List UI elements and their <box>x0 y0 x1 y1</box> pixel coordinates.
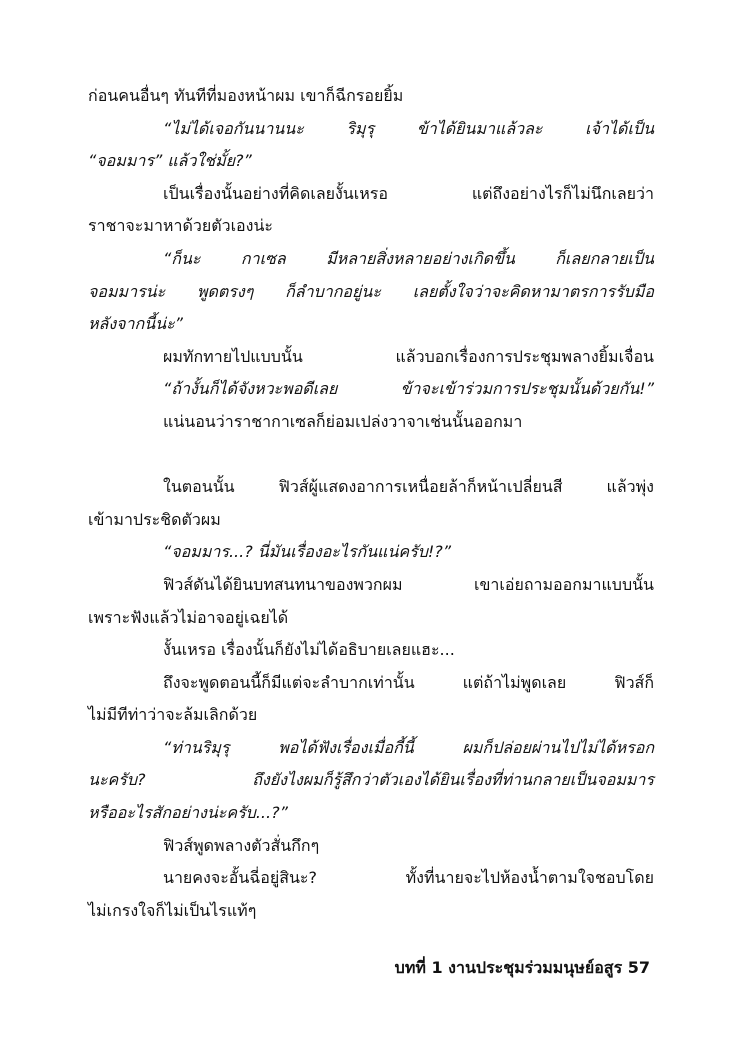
text-line: เป็นเรื่องนั้นอย่างที่คิดเลยงั้นเหรอ แต่ถึงอย่างไรก็ไม่นึกเลยว่า <box>163 183 654 203</box>
text-line: ราชาจะมาหาด้วยตัวเองน่ะ <box>88 216 273 236</box>
text-line: ไม่มีทีท่าว่าจะล้มเลิกด้วย <box>88 705 258 725</box>
page-footer: บทที่ 1 งานประชุมร่วมมนุษย์อสูร 57 <box>394 958 650 977</box>
text-line: เพราะฟังแล้วไม่อาจอยู่เฉยได้ <box>88 607 289 627</box>
text-line: หรืออะไรสักอย่างน่ะครับ...?” <box>88 803 288 823</box>
text-line: ในตอนนั้น ฟิวส์ผู้แสดงอาการเหนื่อยล้าก็หน้าเปลี่ยนสี แล้วพุ่ง <box>163 477 654 497</box>
text-line: “จอมมาร...? นี่มันเรื่องอะไรกันแน่ครับ!?” <box>163 542 452 562</box>
text-line: “ท่านริมุรุ พอได้ฟังเรื่องเมื่อกี้นี้ ผมก็ปล่อยผ่านไปไม่ได้หรอก <box>163 737 654 757</box>
text-line: “ถ้างั้นก็ได้จังหวะพอดีเลย ข้าจะเข้าร่วมการประชุมนั้นด้วยกัน!” <box>163 379 654 399</box>
text-line: ไม่เกรงใจก็ไม่เป็นไรแท้ๆ <box>88 900 257 920</box>
text-line: งั้นเหรอ เรื่องนั้นก็ยังไม่ได้อธิบายเลยแฮะ... <box>163 640 455 660</box>
page-body-text <box>88 80 654 927</box>
text-line: ถึงจะพูดตอนนี้ก็มีแต่จะลำบากเท่านั้น แต่ถ้าไม่พูดเลย ฟิวส์ก็ <box>163 672 654 692</box>
text-line: หลังจากนี้น่ะ” <box>88 314 183 334</box>
text-line: ฟิวส์พูดพลางตัวสั่นกึกๆ <box>163 835 320 855</box>
text-line: ฟิวส์ดันได้ยินบทสนทนาของพวกผม เขาเอ่ยถามออกมาแบบนั้น <box>163 574 654 594</box>
text-line: ผมทักทายไปแบบนั้น แล้วบอกเรื่องการประชุมพลางยิ้มเจื่อน <box>163 346 654 366</box>
text-line: “ไม่ได้เจอกันนานนะ ริมุรุ ข้าได้ยินมาแล้วละ เจ้าได้เป็น <box>163 118 654 138</box>
text-line: จอมมารน่ะ พูดตรงๆ ก็ลำบากอยู่นะ เลยตั้งใจว่าจะคิดหามาตรการรับมือ <box>88 281 654 301</box>
text-line: แน่นอนว่าราชากาเซลก็ย่อมเปล่งวาจาเช่นนั้นออกมา <box>163 411 523 431</box>
blank-line <box>88 439 654 472</box>
text-line: “จอมมาร” แล้วใช่มั้ย?” <box>88 151 252 171</box>
text-line: ก่อนคนอื่นๆ ทันทีที่มองหน้าผม เขาก็ฉีกรอยยิ้ม <box>88 86 404 105</box>
text-line: เข้ามาประชิดตัวผม <box>88 509 221 529</box>
text-line: นายคงจะอั้นฉี่อยู่สินะ? ทั้งที่นายจะไปห้องน้ำตามใจชอบโดย <box>163 868 654 888</box>
text-line: “ก็นะ กาเซล มีหลายสิ่งหลายอย่างเกิดขึ้น ก็เลยกลายเป็น <box>163 248 654 268</box>
text-line: นะครับ? ถึงยังไงผมก็รู้สึกว่าตัวเองได้ยินเรื่องที่ท่านกลายเป็นจอมมาร <box>88 770 654 790</box>
